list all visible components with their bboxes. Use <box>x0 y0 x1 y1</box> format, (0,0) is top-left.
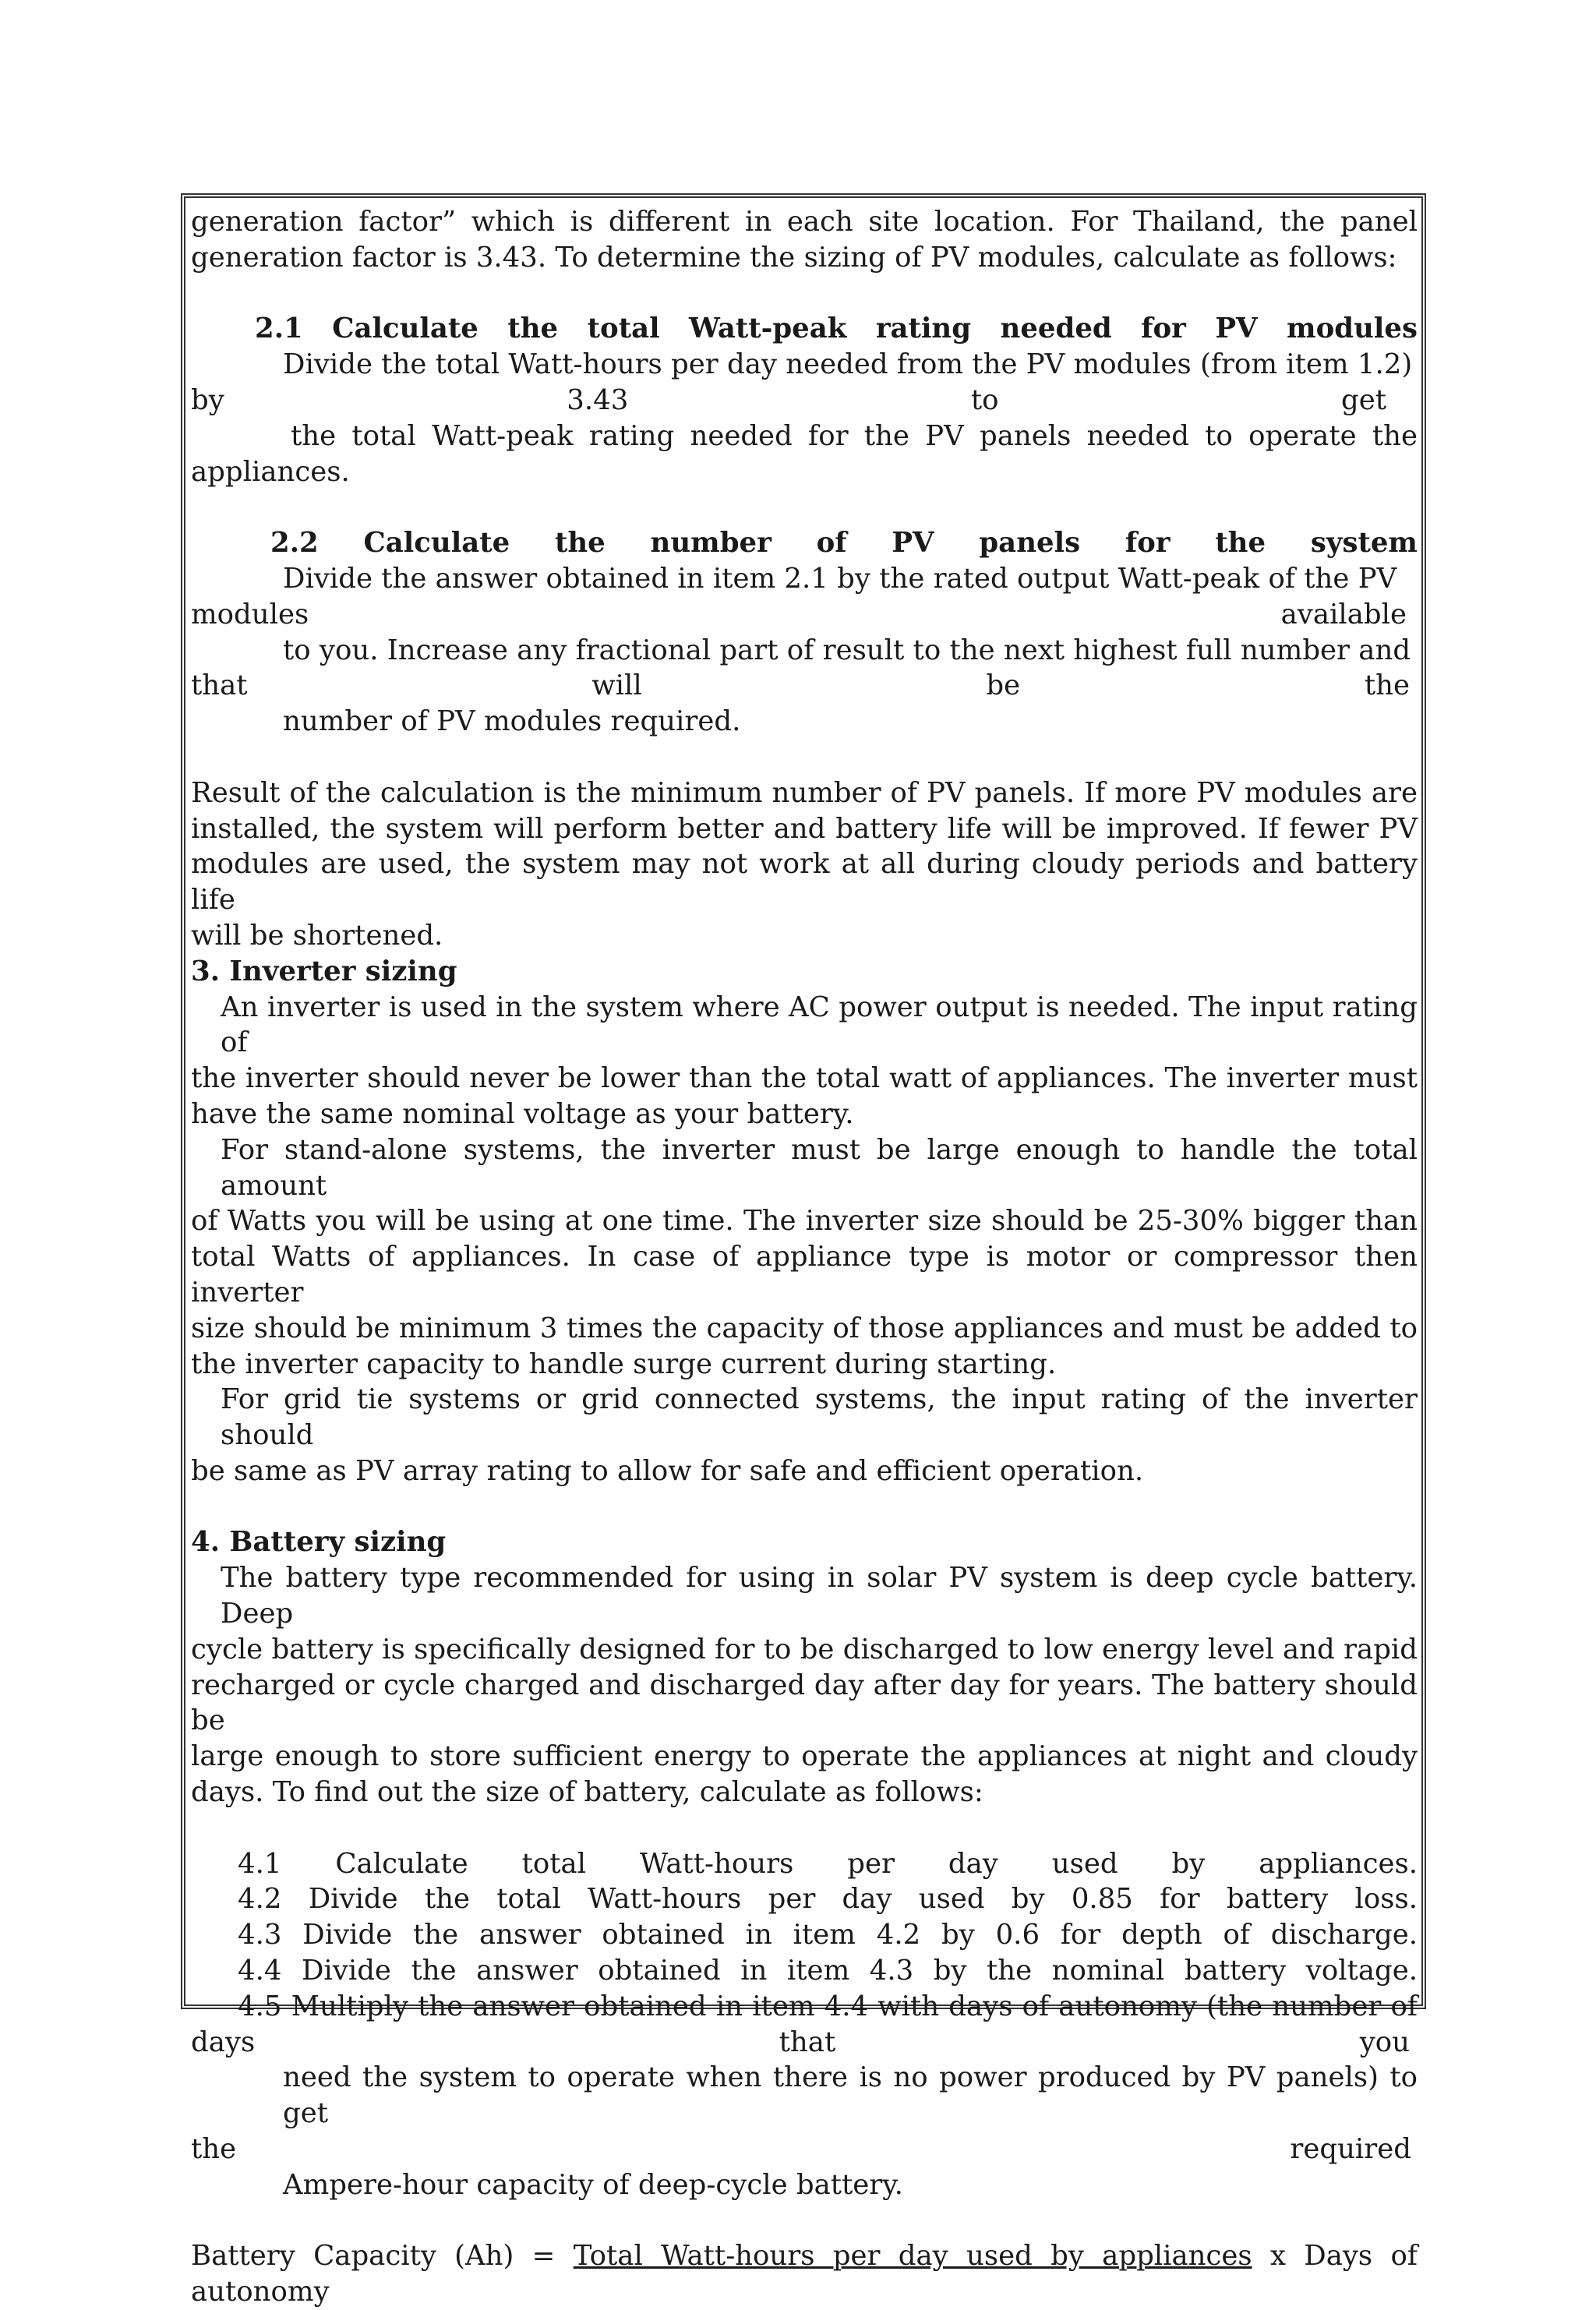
text-line: An inverter is used in the system where AC power output is needed. The input rating of <box>221 991 1418 1059</box>
text-line: appliances. <box>191 455 350 488</box>
text-line: total Watts of appliances. In case of appliance type is motor or compressor then inverter <box>191 1241 1418 1309</box>
text-line: Ampere-hour capacity of deep-cycle battery. <box>283 2168 903 2201</box>
section-heading-3: 3. Inverter sizing <box>191 955 457 987</box>
text-line: large enough to store sufficient energy to operate the appliances at night and cloudy <box>191 1740 1418 1773</box>
text-line: installed, the system will perform better and battery life will be improved. If fewer PV <box>191 812 1418 845</box>
text-line: For stand-alone systems, the inverter must be large enough to handle the total amount <box>221 1133 1418 1202</box>
text-line: days. To find out the size of battery, calculate as follows: <box>191 1776 983 1809</box>
text-line: be same as PV array rating to allow for safe and efficient operation. <box>191 1454 1144 1487</box>
list-item: 4.4 Divide the answer obtained in item 4.3 by the nominal battery voltage. <box>238 1955 1418 1987</box>
text-line: Divide the answer obtained in item 2.1 by the rated output Watt-peak of the PV <box>283 562 1397 595</box>
text-line: modules are used, the system may not work at all during cloudy periods and battery life <box>191 848 1418 917</box>
list-item: 4.5 Multiply the answer obtained in item 4.4 with days of autonomy (the number of <box>238 1990 1418 2022</box>
text-line: the inverter should never be lower than the total watt of appliances. The inverter must <box>191 1062 1418 1095</box>
text-line: The battery type recommended for using in solar PV system is deep cycle battery. Deep <box>221 1562 1418 1630</box>
text-line: the required <box>191 2133 1411 2166</box>
subheading-2-2: 2.2 Calculate the number of PV panels for the system <box>270 527 1418 560</box>
formula-rhs: x Days of <box>1269 2240 1418 2273</box>
formula-line <box>191 2238 1418 2274</box>
text-line: by 3.43 to get <box>191 383 1386 416</box>
text-line: For grid tie systems or grid connected systems, the input rating of the inverter should <box>221 1383 1418 1452</box>
text-line: generation factor is 3.43. To determine the sizing of PV modules, calculate as follows: <box>191 241 1397 274</box>
list-item: 4.2 Divide the total Watt-hours per day used by 0.85 for battery loss. <box>238 1883 1418 1916</box>
subheading-2-1: 2.1 Calculate the total Watt-peak rating needed for PV modules <box>255 313 1418 345</box>
text-line: modules available <box>191 598 1407 630</box>
formula-numerator: Total Watt-hours per day used by appliances <box>573 2240 1252 2273</box>
formula-lhs: Battery Capacity (Ah) = <box>191 2240 556 2273</box>
list-item: 4.1 Calculate total Watt-hours per day used by appliances. <box>238 1847 1418 1880</box>
text-line: Divide the total Watt-hours per day needed from the PV modules (from item 1.2) <box>283 348 1413 381</box>
text-line: days that you <box>191 2026 1410 2058</box>
text-line: number of PV modules required. <box>283 705 741 738</box>
text-line: will be shortened. <box>191 919 443 952</box>
text-line: that will be the <box>191 669 1410 702</box>
list-item: 4.3 Divide the answer obtained in item 4.2 by 0.6 for depth of discharge. <box>238 1919 1418 1951</box>
section-heading-4: 4. Battery sizing <box>191 1526 447 1559</box>
text-line: autonomy <box>191 2276 330 2308</box>
text-line: recharged or cycle charged and discharged day after day for years. The battery should be <box>191 1669 1418 1737</box>
text-line: of Watts you will be using at one time. The inverter size should be 25-30% bigger than <box>191 1205 1418 1238</box>
text-line: to you. Increase any fractional part of result to the next highest full number and <box>283 634 1411 666</box>
text-line: Result of the calculation is the minimum number of PV panels. If more PV modules are <box>191 776 1418 809</box>
text-line: the total Watt-peak rating needed for the PV panels needed to operate the <box>291 419 1418 452</box>
document-body <box>191 204 1418 2310</box>
text-line: size should be minimum 3 times the capacity of those appliances and must be added to <box>191 1312 1418 1344</box>
text-line: cycle battery is specifically designed for to be discharged to low energy level and rapid <box>191 1633 1418 1665</box>
text-line: the inverter capacity to handle surge current during starting. <box>191 1348 1057 1380</box>
text-line: generation factor” which is different in each site location. For Thailand, the panel <box>191 206 1418 238</box>
text-line: have the same nominal voltage as your battery. <box>191 1097 854 1130</box>
text-line: need the system to operate when there is no power produced by PV panels) to get <box>283 2061 1418 2130</box>
